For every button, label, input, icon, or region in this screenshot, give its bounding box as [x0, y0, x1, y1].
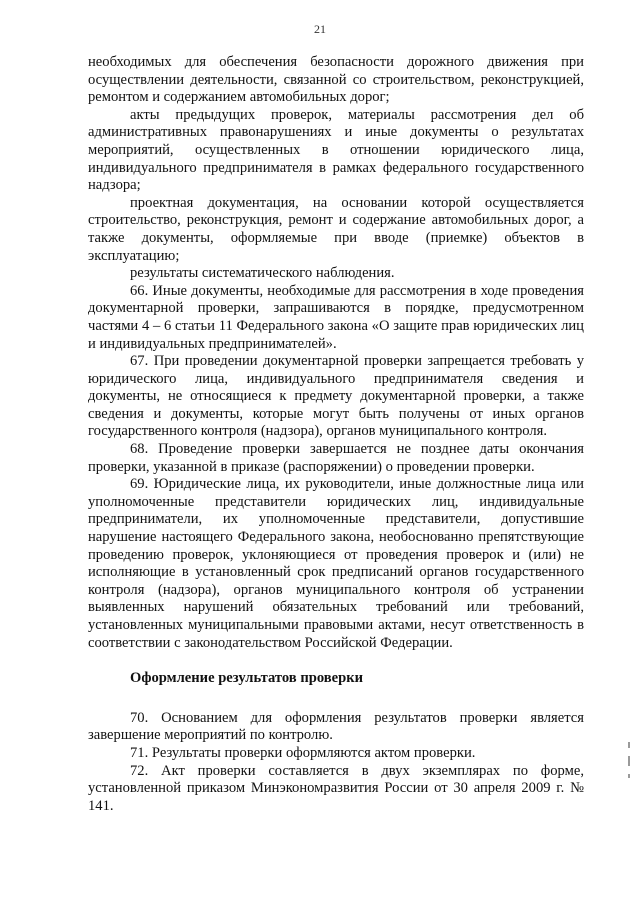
paragraph: результаты систематического наблюдения. — [130, 265, 395, 282]
scan-artifact — [628, 742, 630, 748]
paragraph: 72. Акт проверки составляется в двух экземплярах по форме, установленной приказом Минэкономразвития России от 30 апреля 2009 г. № 141. — [88, 762, 584, 814]
paragraph: акты предыдущих проверок, материалы рассмотрения дел об административных правонарушениях и иные документы о результатах мероприятий, осуществленных в отношении юридического лица, индивидуального предпринимателя в рамках федерального государственного надзора; — [88, 106, 584, 194]
paragraph: необходимых для обеспечения безопасности дорожного движения при осуществлении деятельности, связанной со строительством, реконструкцией, ремонтом и содержанием автомобильных дорог; — [88, 54, 584, 106]
paragraph: 69. Юридические лица, их руководители, иные должностные лица или уполномоченные представители юридических лиц, индивидуальные предприниматели, их уполномоченные представители, допустившие нарушение настоящего Федерального закона, необоснованно препятствующие проведению проверок, уклоняющиеся от проведения проверок и (или) не исполняющие в установленный срок предписаний органов государственного контроля (надзора), органов муниципального контроля об устранении выявленных нарушений обязательных требований или требований, установленных муниципальными правовыми актами, несут ответственность в соответствии с законодательством Российской Федерации. — [88, 476, 584, 651]
section-heading: Оформление результатов проверки — [130, 670, 364, 687]
page-number: 21 — [314, 22, 326, 36]
scan-artifact — [628, 756, 630, 766]
document-body — [88, 54, 584, 815]
section-before-heading — [88, 54, 584, 652]
paragraph: 67. При проведении документарной проверки запрещается требовать у юридического лица, индивидуального предпринимателя сведения и документы, не относящиеся к предмету документарной проверки, а также сведения и документы, которые могут быть получены от иных органов государственного контроля (надзора), органов муниципального контроля. — [88, 353, 584, 440]
scan-artifact — [628, 774, 630, 778]
paragraph: 66. Иные документы, необходимые для рассмотрения в ходе проведения документарной проверки, запрашиваются в порядке, предусмотренном частями 4 – 6 статьи 11 Федерального закона «О защите прав юридических лиц и индивидуальных предпринимателей». — [88, 282, 584, 352]
paragraph: 68. Проведение проверки завершается не позднее даты окончания проверки, указанной в приказе (распоряжении) о проведении проверки. — [88, 441, 584, 475]
paragraph: проектная документация, на основании которой осуществляется строительство, реконструкция, ремонт и содержание автомобильных дорог, а также документы, оформляемые при вводе (приемке) объектов в эксплуатацию; — [88, 194, 584, 264]
paragraph: 70. Основанием для оформления результатов проверки является завершение мероприятий по контролю. — [88, 709, 584, 744]
section-after-heading — [88, 710, 584, 816]
paragraph: 71. Результаты проверки оформляются актом проверки. — [130, 744, 476, 761]
